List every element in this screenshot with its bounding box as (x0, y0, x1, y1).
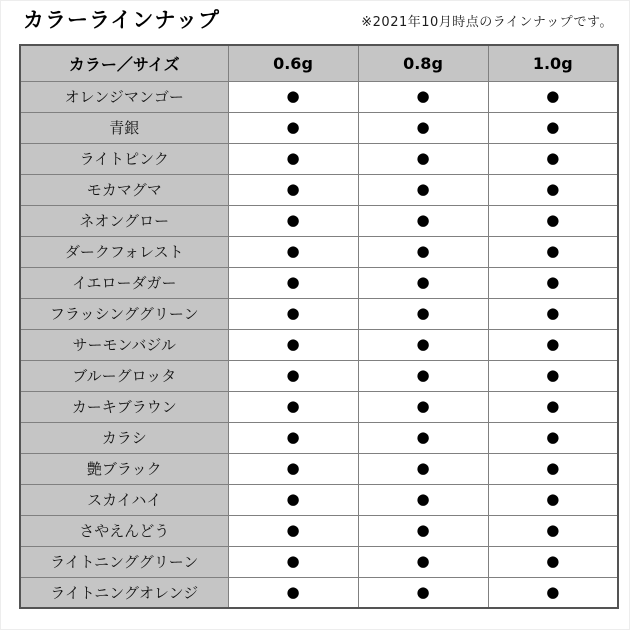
availability-dot: ● (358, 360, 488, 391)
availability-dot: ● (488, 453, 618, 484)
availability-dot: ● (358, 453, 488, 484)
availability-dot: ● (228, 484, 358, 515)
availability-dot: ● (228, 577, 358, 608)
color-name: カーキブラウン (20, 391, 228, 422)
availability-dot: ● (358, 422, 488, 453)
availability-dot: ● (228, 453, 358, 484)
color-name: カラシ (20, 422, 228, 453)
availability-dot: ● (228, 205, 358, 236)
color-name: スカイハイ (20, 484, 228, 515)
table-row (20, 81, 618, 112)
availability-dot: ● (488, 546, 618, 577)
table-row (20, 515, 618, 546)
color-name: ブルーグロッタ (20, 360, 228, 391)
table-row (20, 391, 618, 422)
table-row (20, 360, 618, 391)
availability-dot: ● (488, 515, 618, 546)
availability-dot: ● (488, 577, 618, 608)
table-row (20, 484, 618, 515)
header-size-1-0g: 1.0g (488, 45, 618, 81)
color-name: フラッシンググリーン (20, 298, 228, 329)
table-row (20, 236, 618, 267)
availability-dot: ● (358, 515, 488, 546)
availability-dot: ● (358, 143, 488, 174)
availability-dot: ● (358, 205, 488, 236)
page-title: カラーラインナップ (23, 8, 220, 32)
table-row (20, 577, 618, 608)
availability-dot: ● (488, 422, 618, 453)
availability-dot: ● (228, 236, 358, 267)
availability-dot: ● (358, 329, 488, 360)
availability-dot: ● (358, 174, 488, 205)
availability-dot: ● (228, 267, 358, 298)
availability-dot: ● (488, 174, 618, 205)
availability-dot: ● (358, 112, 488, 143)
availability-dot: ● (488, 360, 618, 391)
color-name: ライトニンググリーン (20, 546, 228, 577)
availability-dot: ● (488, 81, 618, 112)
availability-dot: ● (358, 484, 488, 515)
color-name: ライトニングオレンジ (20, 577, 228, 608)
availability-dot: ● (358, 267, 488, 298)
availability-dot: ● (228, 546, 358, 577)
color-name: モカマグマ (20, 174, 228, 205)
color-lineup-table (19, 44, 619, 609)
availability-dot: ● (228, 360, 358, 391)
table-row (20, 174, 618, 205)
color-name: 艶ブラック (20, 453, 228, 484)
availability-dot: ● (228, 81, 358, 112)
color-name: 青銀 (20, 112, 228, 143)
color-name: オレンジマンゴー (20, 81, 228, 112)
availability-dot: ● (488, 236, 618, 267)
availability-dot: ● (228, 143, 358, 174)
color-name: さやえんどう (20, 515, 228, 546)
availability-dot: ● (488, 298, 618, 329)
availability-dot: ● (488, 205, 618, 236)
color-name: サーモンバジル (20, 329, 228, 360)
table-row (20, 546, 618, 577)
availability-dot: ● (358, 577, 488, 608)
availability-dot: ● (488, 484, 618, 515)
color-name: ライトピンク (20, 143, 228, 174)
table-row (20, 112, 618, 143)
availability-dot: ● (228, 515, 358, 546)
table-row (20, 329, 618, 360)
header-size-0-8g: 0.8g (358, 45, 488, 81)
availability-dot: ● (358, 546, 488, 577)
table-row (20, 298, 618, 329)
availability-dot: ● (488, 143, 618, 174)
lineup-date-note: ※2021年10月時点のラインナップです。 (361, 15, 613, 31)
availability-dot: ● (488, 267, 618, 298)
header-bar (1, 1, 629, 33)
availability-dot: ● (488, 112, 618, 143)
availability-dot: ● (358, 298, 488, 329)
availability-dot: ● (358, 391, 488, 422)
table-header-row (20, 45, 618, 81)
color-name: ネオングロー (20, 205, 228, 236)
availability-dot: ● (228, 391, 358, 422)
header-size-0-6g: 0.6g (228, 45, 358, 81)
color-name: イエローダガー (20, 267, 228, 298)
table-row (20, 267, 618, 298)
availability-dot: ● (358, 81, 488, 112)
availability-dot: ● (228, 174, 358, 205)
availability-dot: ● (358, 236, 488, 267)
table-row (20, 205, 618, 236)
availability-dot: ● (228, 329, 358, 360)
availability-dot: ● (228, 112, 358, 143)
availability-dot: ● (228, 298, 358, 329)
table-row (20, 143, 618, 174)
availability-dot: ● (488, 391, 618, 422)
color-name: ダークフォレスト (20, 236, 228, 267)
availability-dot: ● (228, 422, 358, 453)
availability-dot: ● (488, 329, 618, 360)
table-row (20, 422, 618, 453)
header-color-size: カラー／サイズ (20, 45, 228, 81)
table-row (20, 453, 618, 484)
